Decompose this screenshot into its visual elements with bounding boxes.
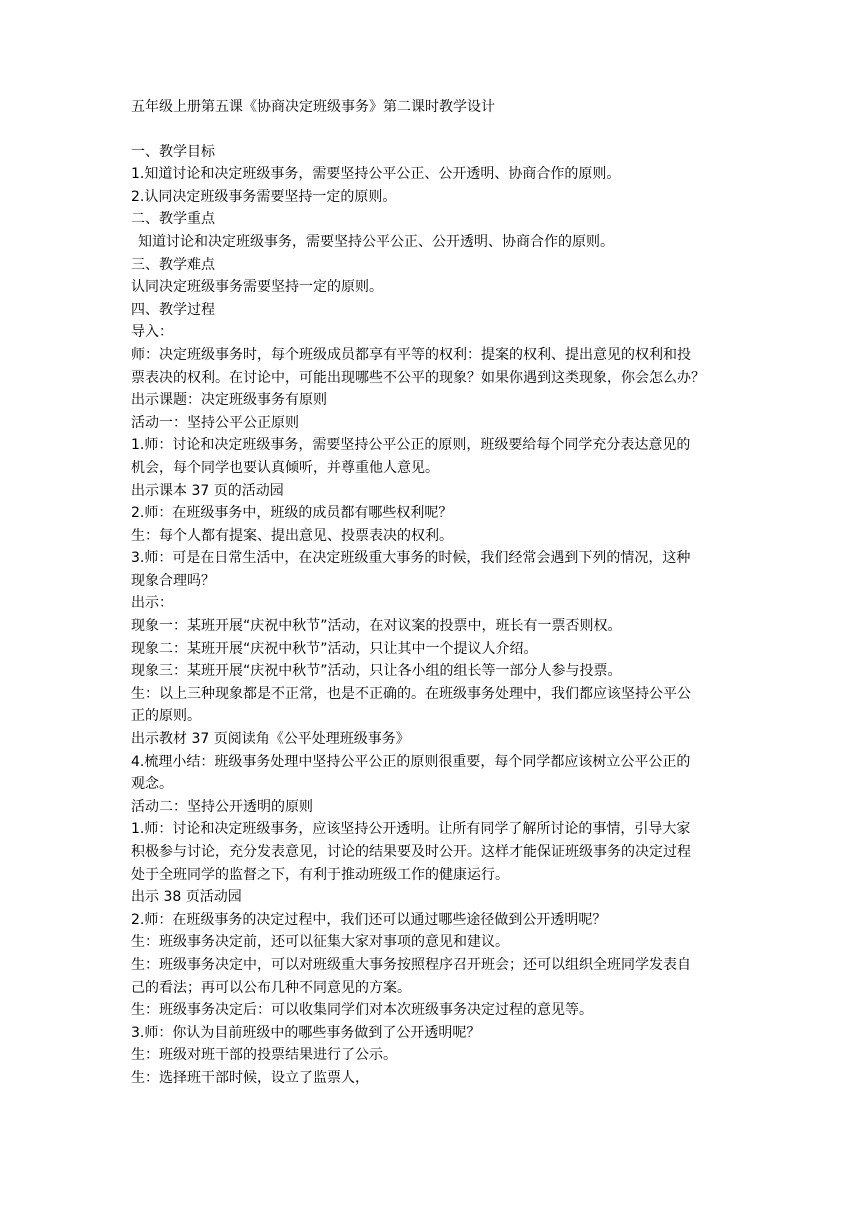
text-line: 生：班级事务决定中，可以对班级重大事务按照程序召开班会；还可以组织全班同学发表自 [131,956,691,973]
text-line: 出示教材 37 页阅读角《公平处理班级事务》 [131,731,410,748]
text-line: 1.师：讨论和决定班级事务，应该坚持公开透明。让所有同学了解所讨论的事情，引导大家 [131,821,691,838]
text-line: 生：班级事务决定后：可以收集同学们对本次班级事务决定过程的意见等。 [131,1002,593,1019]
activity-heading: 活动二：坚持公开透明的原则 [131,798,313,815]
text-line: 生：选择班干部时候，设立了监票人， [131,1069,369,1086]
activity-heading: 活动一：坚持公平公正原则 [131,414,299,431]
text-line: 4.梳理小结：班级事务处理中坚持公平公正的原则很重要，每个同学都应该树立公平公正的 [131,753,691,770]
text-line: 出示 38 页活动园 [131,889,242,906]
text-line: 现象一：某班开展“庆祝中秋节”活动，在对议案的投票中，班长有一票否则权。 [131,618,622,635]
section-heading-key-points: 二、教学重点 [131,211,215,228]
text-line: 现象三：某班开展“庆祝中秋节”活动，只让各小组的组长等一部分人参与投票。 [131,663,622,680]
text-line: 师：决定班级事务时，每个班级成员都享有平等的权利：提案的权利、提出意见的权利和投 [131,346,691,363]
section-heading-process: 四、教学过程 [131,301,215,318]
text-line: 生：以上三种现象都是不正常，也是不正确的。在班级事务处理中，我们都应该坚持公平公 [131,685,691,702]
section-heading-objectives: 一、教学目标 [131,143,215,160]
text-line: 3.师：可是在日常生活中，在决定班级重大事务的时候，我们经常会遇到下列的情况，这种 [131,550,691,567]
text-line: 生：班级事务决定前，还可以征集大家对事项的意见和建议。 [131,934,509,951]
text-line: 己的看法；再可以公布几种不同意见的方案。 [131,979,411,996]
document-title: 五年级上册第五课《协商决定班级事务》第二课时教学设计 [131,99,495,115]
text-line: 3.师：你认为目前班级中的哪些事务做到了公开透明呢？ [131,1024,481,1041]
text-line: 导入： [131,324,173,341]
text-line: 出示： [131,595,173,612]
text-line: 正的原则。 [131,708,201,725]
text-line: 出示课题：决定班级事务有原则 [131,392,327,409]
text-line: 2.师：在班级事务中，班级的成员都有哪些权利呢？ [131,505,453,522]
text-line: 2.师：在班级事务的决定过程中，我们还可以通过哪些途径做到公开透明呢？ [131,911,607,928]
text-line: 2.认同决定班级事务需要坚持一定的原则。 [131,188,397,205]
text-line: 现象二：某班开展“庆祝中秋节”活动，只让其中一个提议人介绍。 [131,640,538,657]
text-line: 1.师：讨论和决定班级事务，需要坚持公平公正的原则，班级要给每个同学充分表达意见的 [131,437,691,454]
text-line: 票表决的权利。在讨论中，可能出现哪些不公平的现象？如果你遇到这类现象，你会怎么办？ [131,369,705,386]
text-line: 出示课本 37 页的活动园 [131,482,284,499]
text-line: 知道讨论和决定班级事务，需要坚持公平公正、公开透明、协商合作的原则。 [138,233,614,250]
text-line: 认同决定班级事务需要坚持一定的原则。 [131,279,383,296]
text-line: 生：班级对班干部的投票结果进行了公示。 [131,1047,397,1064]
document-page [131,96,731,1090]
text-line: 生：每个人都有提案、提出意见、投票表决的权利。 [131,527,453,544]
section-heading-difficulties: 三、教学难点 [131,256,215,273]
text-line: 1.知道讨论和决定班级事务，需要坚持公平公正、公开透明、协商合作的原则。 [131,166,621,183]
text-line: 机会，每个同学也要认真倾听，并尊重他人意见。 [131,459,439,476]
text-line: 处于全班同学的监督之下，有利于推动班级工作的健康运行。 [131,866,509,883]
text-line: 现象合理吗？ [131,572,215,589]
text-line: 观念。 [131,776,173,793]
text-line: 积极参与讨论，充分发表意见，讨论的结果要及时公开。这样才能保证班级事务的决定过程 [131,844,691,860]
